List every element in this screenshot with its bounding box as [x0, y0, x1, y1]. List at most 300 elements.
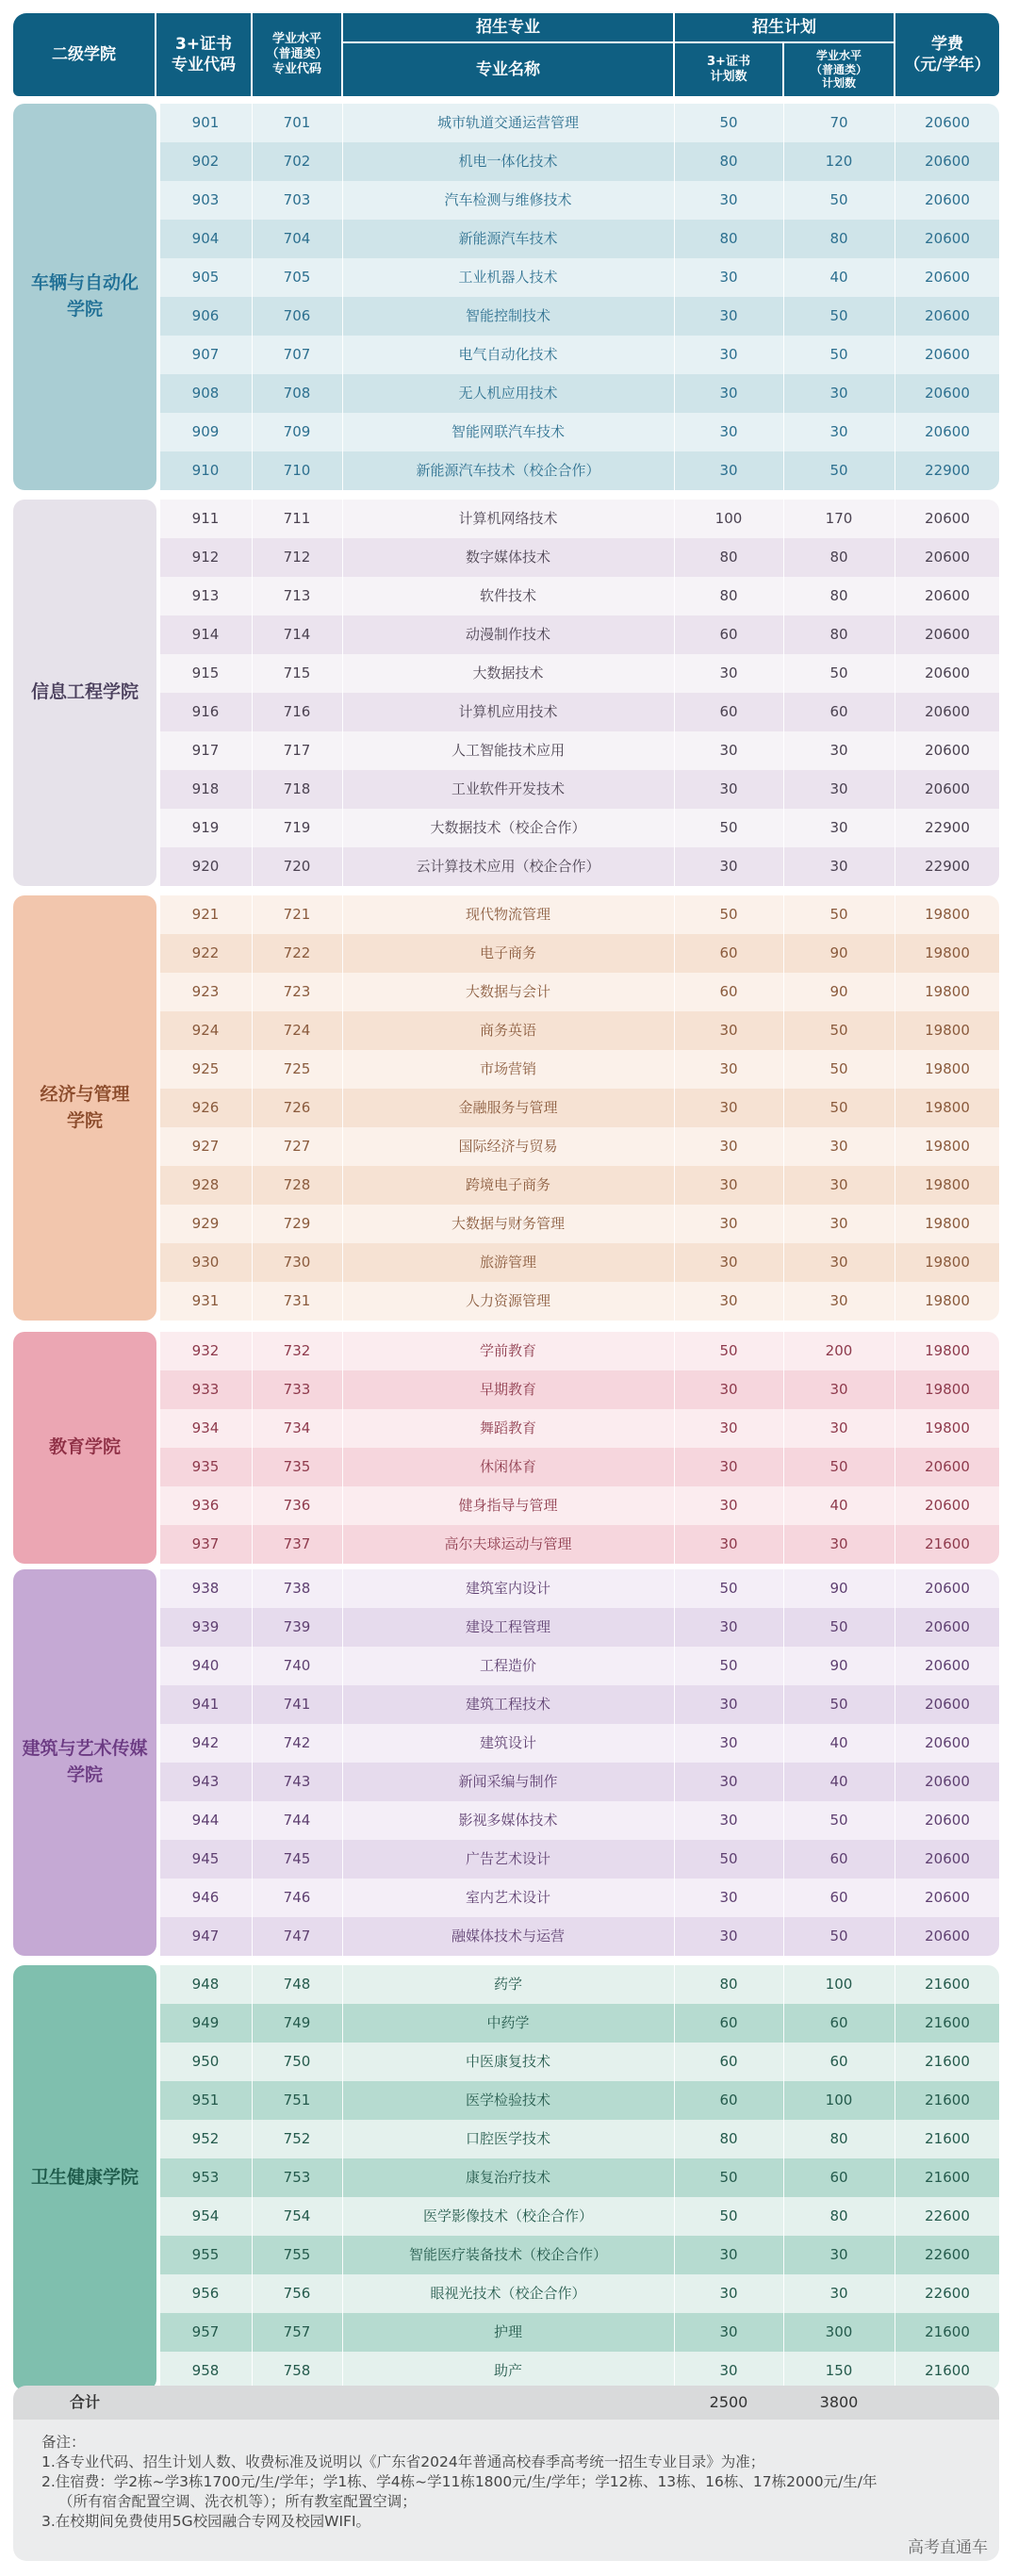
tuition-fee: 21600 — [925, 1976, 970, 1993]
tuition-fee: 21600 — [925, 2014, 970, 2031]
program-code-3plus: 927 — [191, 1138, 220, 1155]
program-name: 新闻采编与制作 — [458, 1773, 558, 1790]
tuition-fee: 20600 — [925, 780, 970, 797]
program-name: 无人机应用技术 — [458, 385, 558, 402]
program-name: 康复治疗技术 — [465, 2169, 550, 2186]
tuition-fee: 22900 — [925, 858, 970, 875]
plan-level: 90 — [829, 983, 848, 1000]
plan-3plus: 30 — [719, 1381, 738, 1398]
program-name: 新能源汽车技术 — [458, 230, 558, 247]
program-code-level: 712 — [283, 549, 311, 566]
college-name-line: 教育学院 — [48, 1436, 121, 1458]
tuition-fee: 21600 — [925, 1535, 970, 1552]
program-name: 城市轨道交通运营管理 — [436, 114, 579, 131]
program-code-level: 702 — [283, 153, 311, 170]
college-name-line: 学院 — [66, 1109, 103, 1131]
program-code-level: 708 — [283, 385, 311, 402]
tuition-fee: 20600 — [925, 665, 970, 681]
tuition-fee: 21600 — [925, 2362, 970, 2379]
program-code-level: 733 — [283, 1381, 311, 1398]
program-code-level: 752 — [283, 2130, 311, 2147]
tuition-fee: 20600 — [925, 114, 970, 131]
program-name: 智能网联汽车技术 — [451, 423, 565, 440]
tuition-fee: 20600 — [925, 626, 970, 643]
program-code-level: 709 — [283, 423, 311, 440]
program-code-3plus: 952 — [191, 2130, 220, 2147]
program-name: 室内艺术设计 — [465, 1889, 550, 1906]
program-code-level: 721 — [283, 906, 311, 923]
program-code-level: 711 — [283, 510, 311, 527]
program-name: 金融服务与管理 — [458, 1099, 558, 1116]
tuition-fee: 20600 — [925, 1657, 970, 1674]
program-code-3plus: 908 — [191, 385, 220, 402]
program-name: 云计算技术应用（校企合作） — [416, 858, 600, 875]
program-code-3plus: 901 — [191, 114, 220, 131]
plan-level: 60 — [829, 703, 848, 720]
program-code-3plus: 945 — [191, 1850, 220, 1867]
tuition-fee: 19800 — [925, 1342, 970, 1359]
program-code-3plus: 920 — [191, 858, 220, 875]
plan-level: 50 — [829, 1928, 848, 1944]
plan-level: 50 — [829, 1458, 848, 1475]
program-name: 早期教育 — [479, 1381, 536, 1398]
header-fee: 学费 （元/学年） — [904, 34, 991, 74]
program-code-3plus: 917 — [191, 742, 220, 759]
plan-level: 80 — [829, 549, 848, 566]
program-code-3plus: 956 — [191, 2285, 220, 2302]
tuition-fee: 20600 — [925, 1580, 970, 1597]
note-line: 3.在校期间免费使用5G校园融合专网及校园WIFI。 — [41, 2513, 371, 2530]
program-code-3plus: 938 — [191, 1580, 220, 1597]
program-code-3plus: 909 — [191, 423, 220, 440]
program-name: 休闲体育 — [479, 1458, 536, 1475]
tuition-fee: 22900 — [925, 462, 970, 479]
plan-level: 50 — [829, 1618, 848, 1635]
plan-3plus: 30 — [719, 858, 738, 875]
tuition-fee: 19800 — [925, 1254, 970, 1271]
college-name-line: 卫生健康学院 — [30, 2166, 139, 2188]
tuition-fee: 20600 — [925, 1618, 970, 1635]
tuition-fee: 20600 — [925, 1850, 970, 1867]
plan-level: 60 — [829, 1889, 848, 1906]
program-code-level: 722 — [283, 944, 311, 961]
program-name: 建设工程管理 — [465, 1618, 550, 1635]
plan-3plus: 100 — [714, 510, 743, 527]
table-row — [160, 2043, 999, 2081]
note-line: （所有宿舍配置空调、洗衣机等）；所有教室配置空调； — [58, 2493, 417, 2510]
tuition-fee: 20600 — [925, 742, 970, 759]
table-row — [160, 1127, 999, 1166]
plan-3plus: 30 — [719, 1060, 738, 1077]
plan-3plus: 30 — [719, 1773, 738, 1790]
plan-level: 30 — [829, 2285, 848, 2302]
table-row — [160, 1282, 999, 1321]
plan-3plus: 30 — [719, 307, 738, 324]
header-plan-3plus: 3+证书 计划数 — [707, 54, 750, 84]
program-code-level: 751 — [283, 2092, 311, 2108]
tuition-fee: 22600 — [925, 2285, 970, 2302]
table-row — [160, 1840, 999, 1879]
plan-level: 200 — [825, 1342, 853, 1359]
college-section — [13, 895, 999, 1321]
table-row — [160, 258, 999, 297]
plan-3plus: 80 — [719, 587, 738, 604]
plan-level: 80 — [829, 230, 848, 247]
tuition-fee: 20600 — [925, 1696, 970, 1713]
tuition-fee: 20600 — [925, 1928, 970, 1944]
program-code-level: 738 — [283, 1580, 311, 1597]
plan-level: 80 — [829, 2130, 848, 2147]
college-name-line: 信息工程学院 — [30, 681, 139, 703]
program-code-3plus: 958 — [191, 2362, 220, 2379]
program-name: 旅游管理 — [479, 1254, 536, 1271]
total-row — [13, 2386, 999, 2420]
program-code-3plus: 912 — [191, 549, 220, 566]
plan-3plus: 60 — [719, 2053, 738, 2070]
plan-3plus: 30 — [719, 1215, 738, 1232]
table-row — [160, 809, 999, 847]
tuition-fee: 19800 — [925, 1099, 970, 1116]
program-code-3plus: 921 — [191, 906, 220, 923]
plan-level: 30 — [829, 819, 848, 836]
program-code-3plus: 915 — [191, 665, 220, 681]
plan-3plus: 60 — [719, 944, 738, 961]
program-name: 数字媒体技术 — [465, 549, 550, 566]
program-code-level: 758 — [283, 2362, 311, 2379]
program-code-3plus: 910 — [191, 462, 220, 479]
table-row — [160, 2236, 999, 2274]
program-code-level: 731 — [283, 1292, 311, 1309]
table-row — [160, 1724, 999, 1763]
program-name: 建筑工程技术 — [465, 1696, 550, 1713]
plan-level: 80 — [829, 2207, 848, 2224]
plan-3plus: 80 — [719, 1976, 738, 1993]
program-code-3plus: 911 — [191, 510, 220, 527]
tuition-fee: 21600 — [925, 2053, 970, 2070]
plan-3plus: 30 — [719, 1889, 738, 1906]
header-level-code: 学业水平 （普通类） 专业代码 — [266, 31, 328, 77]
plan-level: 30 — [829, 2246, 848, 2263]
college-name-line: 学院 — [66, 299, 103, 320]
tuition-fee: 22600 — [925, 2207, 970, 2224]
plan-3plus: 30 — [719, 1254, 738, 1271]
tuition-fee: 19800 — [925, 1176, 970, 1193]
tuition-fee: 20600 — [925, 269, 970, 286]
plan-level: 50 — [829, 1060, 848, 1077]
program-code-level: 726 — [283, 1099, 311, 1116]
tuition-fee: 20600 — [925, 510, 970, 527]
plan-3plus: 30 — [719, 780, 738, 797]
header-plan-group: 招生计划 — [752, 17, 816, 37]
plan-3plus: 50 — [719, 819, 738, 836]
table-row — [160, 142, 999, 181]
program-code-level: 748 — [283, 1976, 311, 1993]
program-code-level: 750 — [283, 2053, 311, 2070]
plan-3plus: 30 — [719, 1138, 738, 1155]
program-code-level: 749 — [283, 2014, 311, 2031]
plan-level: 80 — [829, 587, 848, 604]
program-name: 高尔夫球运动与管理 — [444, 1535, 572, 1552]
table-row — [160, 973, 999, 1011]
program-code-level: 720 — [283, 858, 311, 875]
program-name: 中医康复技术 — [465, 2053, 550, 2070]
program-code-3plus: 950 — [191, 2053, 220, 2070]
plan-3plus: 30 — [719, 665, 738, 681]
plan-3plus: 60 — [719, 2014, 738, 2031]
program-code-level: 757 — [283, 2323, 311, 2340]
table-row — [160, 1011, 999, 1050]
plan-level: 60 — [829, 2053, 848, 2070]
tuition-fee: 19800 — [925, 1381, 970, 1398]
program-code-level: 755 — [283, 2246, 311, 2263]
plan-level: 30 — [829, 1176, 848, 1193]
program-code-level: 734 — [283, 1419, 311, 1436]
program-code-3plus: 936 — [191, 1497, 220, 1514]
tuition-fee: 20600 — [925, 587, 970, 604]
table-row — [160, 1486, 999, 1525]
program-name: 汽车检测与维修技术 — [444, 191, 572, 208]
plan-3plus: 30 — [719, 2323, 738, 2340]
program-name: 工业机器人技术 — [458, 269, 558, 286]
plan-3plus: 80 — [719, 153, 738, 170]
plan-level: 50 — [829, 906, 848, 923]
plan-3plus: 30 — [719, 191, 738, 208]
college-name — [13, 895, 156, 1321]
plan-level: 50 — [829, 665, 848, 681]
program-code-level: 754 — [283, 2207, 311, 2224]
program-code-level: 737 — [283, 1535, 311, 1552]
program-name: 影视多媒体技术 — [458, 1812, 558, 1829]
plan-level: 60 — [829, 2014, 848, 2031]
program-name: 口腔医学技术 — [465, 2130, 550, 2147]
program-code-3plus: 939 — [191, 1618, 220, 1635]
total-plan-level: 3800 — [819, 2393, 859, 2411]
college-name — [13, 1332, 156, 1564]
table-row — [160, 1608, 999, 1647]
plan-3plus: 30 — [719, 1618, 738, 1635]
plan-3plus: 50 — [719, 1657, 738, 1674]
tuition-fee: 20600 — [925, 1889, 970, 1906]
plan-level: 30 — [829, 780, 848, 797]
table-row — [160, 1879, 999, 1917]
plan-level: 30 — [829, 423, 848, 440]
program-code-level: 719 — [283, 819, 311, 836]
plan-level: 30 — [829, 1381, 848, 1398]
table-row — [160, 934, 999, 973]
plan-3plus: 30 — [719, 742, 738, 759]
tuition-fee: 20600 — [925, 385, 970, 402]
program-code-3plus: 926 — [191, 1099, 220, 1116]
table-row — [160, 1448, 999, 1486]
plan-3plus: 30 — [719, 462, 738, 479]
program-code-level: 743 — [283, 1773, 311, 1790]
college-section — [13, 104, 999, 490]
program-name: 现代物流管理 — [465, 906, 550, 923]
table-row — [160, 1370, 999, 1409]
program-name: 建筑室内设计 — [465, 1580, 550, 1597]
header-major-group: 招生专业 — [476, 17, 540, 37]
plan-level: 60 — [829, 1850, 848, 1867]
plan-3plus: 30 — [719, 1419, 738, 1436]
program-code-3plus: 929 — [191, 1215, 220, 1232]
program-name: 电子商务 — [479, 944, 536, 961]
tuition-fee: 21600 — [925, 2092, 970, 2108]
program-code-level: 746 — [283, 1889, 311, 1906]
table-row — [160, 2081, 999, 2120]
table-row — [160, 895, 999, 934]
plan-level: 50 — [829, 346, 848, 363]
plan-3plus: 30 — [719, 346, 738, 363]
plan-3plus: 50 — [719, 1342, 738, 1359]
program-code-level: 713 — [283, 587, 311, 604]
plan-3plus: 30 — [719, 1497, 738, 1514]
program-name: 护理 — [493, 2323, 522, 2340]
program-name: 舞蹈教育 — [479, 1419, 536, 1436]
plan-3plus: 30 — [719, 2246, 738, 2263]
program-code-level: 740 — [283, 1657, 311, 1674]
plan-3plus: 80 — [719, 230, 738, 247]
plan-level: 30 — [829, 1419, 848, 1436]
plan-3plus: 50 — [719, 1580, 738, 1597]
table-row — [160, 2274, 999, 2313]
header-3plus-code: 3+证书 专业代码 — [172, 34, 236, 74]
college-name — [13, 500, 156, 886]
plan-level: 120 — [825, 153, 853, 170]
program-code-3plus: 913 — [191, 587, 220, 604]
plan-level: 50 — [829, 1696, 848, 1713]
tuition-fee: 19800 — [925, 1215, 970, 1232]
program-name: 商务英语 — [479, 1022, 536, 1039]
plan-3plus: 30 — [719, 269, 738, 286]
program-code-level: 742 — [283, 1734, 311, 1751]
table-row — [160, 374, 999, 413]
plan-3plus: 30 — [719, 1292, 738, 1309]
program-name: 中药学 — [486, 2014, 530, 2031]
program-code-level: 735 — [283, 1458, 311, 1475]
tuition-fee: 21600 — [925, 2169, 970, 2186]
tuition-fee: 20600 — [925, 191, 970, 208]
plan-level: 50 — [829, 307, 848, 324]
college-section — [13, 1569, 999, 1956]
program-code-3plus: 937 — [191, 1535, 220, 1552]
tuition-fee: 20600 — [925, 703, 970, 720]
tuition-fee: 20600 — [925, 230, 970, 247]
program-code-3plus: 954 — [191, 2207, 220, 2224]
plan-3plus: 60 — [719, 626, 738, 643]
program-code-3plus: 902 — [191, 153, 220, 170]
plan-level: 40 — [829, 269, 848, 286]
table-row — [160, 538, 999, 577]
plan-level: 30 — [829, 385, 848, 402]
program-code-3plus: 919 — [191, 819, 220, 836]
program-code-3plus: 906 — [191, 307, 220, 324]
program-code-level: 723 — [283, 983, 311, 1000]
college-name-line: 学院 — [66, 1764, 103, 1785]
plan-level: 30 — [829, 1292, 848, 1309]
plan-3plus: 50 — [719, 1850, 738, 1867]
college-name — [13, 1569, 156, 1956]
table-row — [160, 451, 999, 490]
tuition-fee: 19800 — [925, 1292, 970, 1309]
tuition-fee: 20600 — [925, 423, 970, 440]
program-code-level: 718 — [283, 780, 311, 797]
plan-level: 30 — [829, 858, 848, 875]
table-row — [160, 1647, 999, 1685]
tuition-fee: 20600 — [925, 346, 970, 363]
plan-3plus: 30 — [719, 1734, 738, 1751]
program-code-level: 744 — [283, 1812, 311, 1829]
plan-level: 40 — [829, 1734, 848, 1751]
program-name: 医学影像技术（校企合作） — [422, 2207, 593, 2224]
table-row — [160, 2313, 999, 2352]
tuition-fee: 20600 — [925, 1773, 970, 1790]
notes-box — [13, 2420, 999, 2561]
plan-level: 150 — [825, 2362, 853, 2379]
program-code-3plus: 948 — [191, 1976, 220, 1993]
plan-3plus: 50 — [719, 114, 738, 131]
table-row — [160, 2120, 999, 2158]
college-section — [13, 500, 999, 886]
table-row — [160, 2158, 999, 2197]
program-code-level: 706 — [283, 307, 311, 324]
program-code-level: 736 — [283, 1497, 311, 1514]
program-name: 软件技术 — [479, 587, 536, 604]
tuition-fee: 19800 — [925, 1060, 970, 1077]
program-code-level: 715 — [283, 665, 311, 681]
plan-3plus: 30 — [719, 1022, 738, 1039]
program-name: 广告艺术设计 — [465, 1850, 550, 1867]
plan-3plus: 80 — [719, 549, 738, 566]
table-row — [160, 1332, 999, 1370]
program-code-level: 701 — [283, 114, 311, 131]
plan-level: 30 — [829, 1138, 848, 1155]
program-code-3plus: 904 — [191, 230, 220, 247]
program-code-3plus: 934 — [191, 1419, 220, 1436]
program-code-level: 729 — [283, 1215, 311, 1232]
plan-3plus: 30 — [719, 385, 738, 402]
plan-level: 90 — [829, 1657, 848, 1674]
tuition-fee: 19800 — [925, 1138, 970, 1155]
program-code-level: 716 — [283, 703, 311, 720]
tuition-fee: 21600 — [925, 2130, 970, 2147]
program-code-3plus: 933 — [191, 1381, 220, 1398]
table-row — [160, 500, 999, 538]
program-name: 市场营销 — [479, 1060, 536, 1077]
plan-3plus: 60 — [719, 703, 738, 720]
tuition-fee: 19800 — [925, 906, 970, 923]
plan-level: 40 — [829, 1773, 848, 1790]
program-code-level: 717 — [283, 742, 311, 759]
plan-level: 50 — [829, 1812, 848, 1829]
plan-3plus: 50 — [719, 2169, 738, 2186]
plan-level: 100 — [825, 2092, 853, 2108]
program-code-3plus: 931 — [191, 1292, 220, 1309]
table-row — [160, 1917, 999, 1956]
program-code-3plus: 907 — [191, 346, 220, 363]
program-code-3plus: 949 — [191, 2014, 220, 2031]
college-name-line: 经济与管理 — [40, 1083, 130, 1105]
program-code-level: 747 — [283, 1928, 311, 1944]
program-name: 大数据与财务管理 — [451, 1215, 565, 1232]
program-code-3plus: 923 — [191, 983, 220, 1000]
program-name: 大数据技术 — [472, 665, 544, 681]
program-code-level: 707 — [283, 346, 311, 363]
program-name: 工业软件开发技术 — [451, 780, 565, 797]
program-code-3plus: 905 — [191, 269, 220, 286]
plan-level: 30 — [829, 1535, 848, 1552]
program-name: 跨境电子商务 — [465, 1176, 550, 1193]
program-code-3plus: 940 — [191, 1657, 220, 1674]
